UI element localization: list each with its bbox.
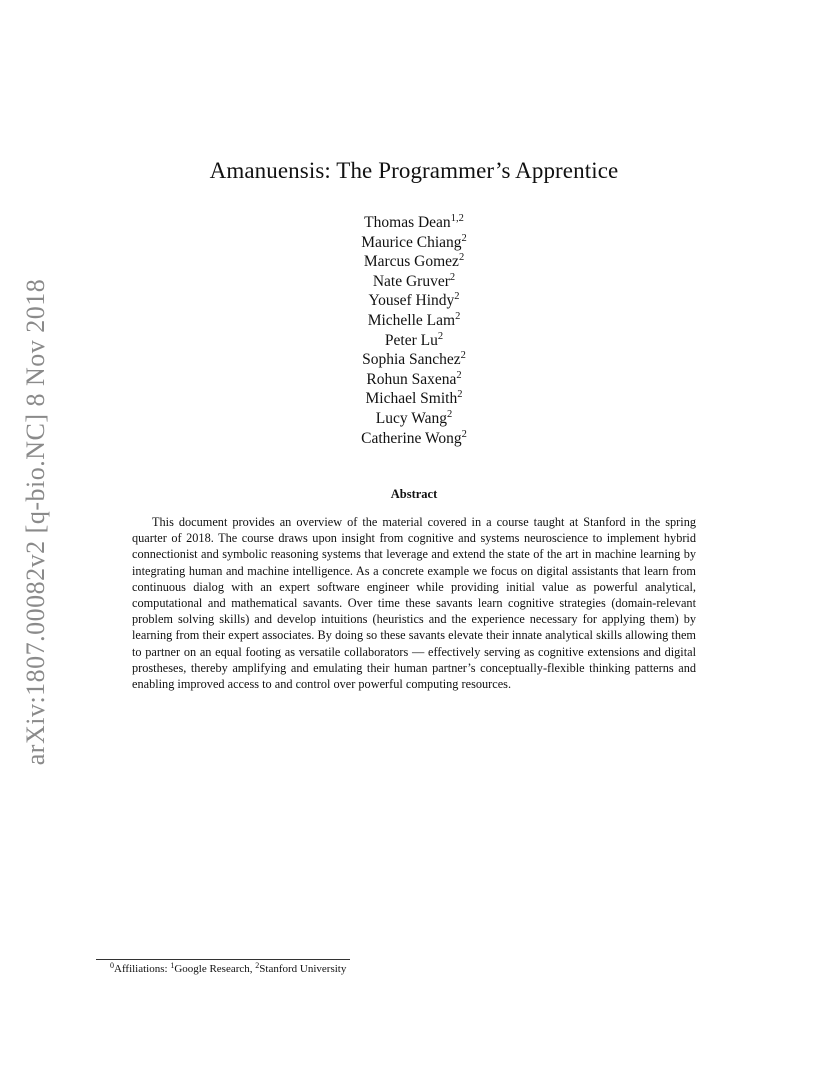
author-name: Maurice Chiang [361, 233, 462, 251]
author [0, 272, 828, 292]
author [0, 389, 828, 409]
affiliation-mark-1: 1 [170, 961, 175, 970]
author-affiliation: 2 [456, 369, 462, 381]
author-name: Rohun Saxena [366, 370, 457, 388]
author-affiliation: 2 [461, 232, 467, 244]
author [0, 370, 828, 390]
abstract-text: This document provides an overview of the material covered in a course taught at Stanford in the spring quarter of 2018. The course draws upon insight from cognitive and systems neuroscience to implement hybrid connectionist and symbolic reasoning systems that leverage and extend the state of the art in machine learning by integrating human and machine intelligence. As a concrete example we focus on digital assistants that learn from continuous dialog with an expert software engineer while providing initial value as powerful analytical, computational and mathematical savants. Over time these savants learn cognitive strategies (domain-relevant problem solving skills) and develop intuitions (heuristics and the experience necessary for applying them) by learning from their expert associates. By doing so these savants elevate their innate analytical skills allowing them to partner on an equal footing as versatile collaborators — effectively serving as cognitive extensions and digital prostheses, thereby amplifying and emulating their human partner’s conceptually-flexible thinking patterns and enabling improved access to and control over powerful computing resources. [132, 515, 696, 692]
arxiv-stamp: arXiv:1807.00082v2 [q-bio.NC] 8 Nov 2018 [21, 278, 50, 766]
author-affiliation: 2 [457, 389, 463, 401]
author-affiliation: 1,2 [450, 213, 464, 224]
affiliation-stanford: Stanford University [259, 963, 347, 975]
author [0, 252, 828, 272]
footnote-label: Affiliations: [114, 963, 171, 975]
footnote-divider [96, 959, 350, 960]
author [0, 291, 828, 311]
author-name: Thomas Dean [364, 214, 451, 231]
author-name: Peter Lu [384, 331, 438, 349]
author [0, 233, 828, 253]
footnote [110, 963, 346, 975]
author-name: Nate Gruver [372, 272, 450, 290]
author [0, 350, 828, 370]
author-affiliation: 2 [461, 428, 467, 440]
author [0, 311, 828, 331]
author-affiliation: 2 [458, 252, 465, 264]
author-affiliation: 2 [449, 271, 456, 283]
footnote-mark: 0 [110, 961, 114, 970]
author-name: Marcus Gomez [363, 253, 459, 271]
affiliation-mark-2: 2 [255, 961, 260, 970]
author-list [0, 213, 828, 448]
author-affiliation: 2 [455, 310, 461, 322]
author-name: Yousef Hindy [368, 292, 455, 310]
affiliation-google: Google Research, [174, 963, 256, 975]
paper-title: Amanuensis: The Programmer’s Apprentice [209, 158, 619, 183]
abstract-heading: Abstract [390, 487, 438, 501]
author-affiliation: 2 [437, 330, 444, 342]
author-name: Catherine Wong [361, 429, 462, 447]
author [0, 213, 828, 233]
author-affiliation: 2 [460, 350, 466, 362]
author-name: Lucy Wang [375, 409, 447, 427]
author-affiliation: 2 [446, 408, 453, 420]
author [0, 331, 828, 351]
author [0, 409, 828, 429]
author-affiliation: 2 [454, 291, 460, 303]
author [0, 429, 828, 449]
author-name: Sophia Sanchez [362, 351, 461, 369]
author-name: Michael Smith [365, 390, 458, 408]
author-name: Michelle Lam [367, 311, 456, 329]
